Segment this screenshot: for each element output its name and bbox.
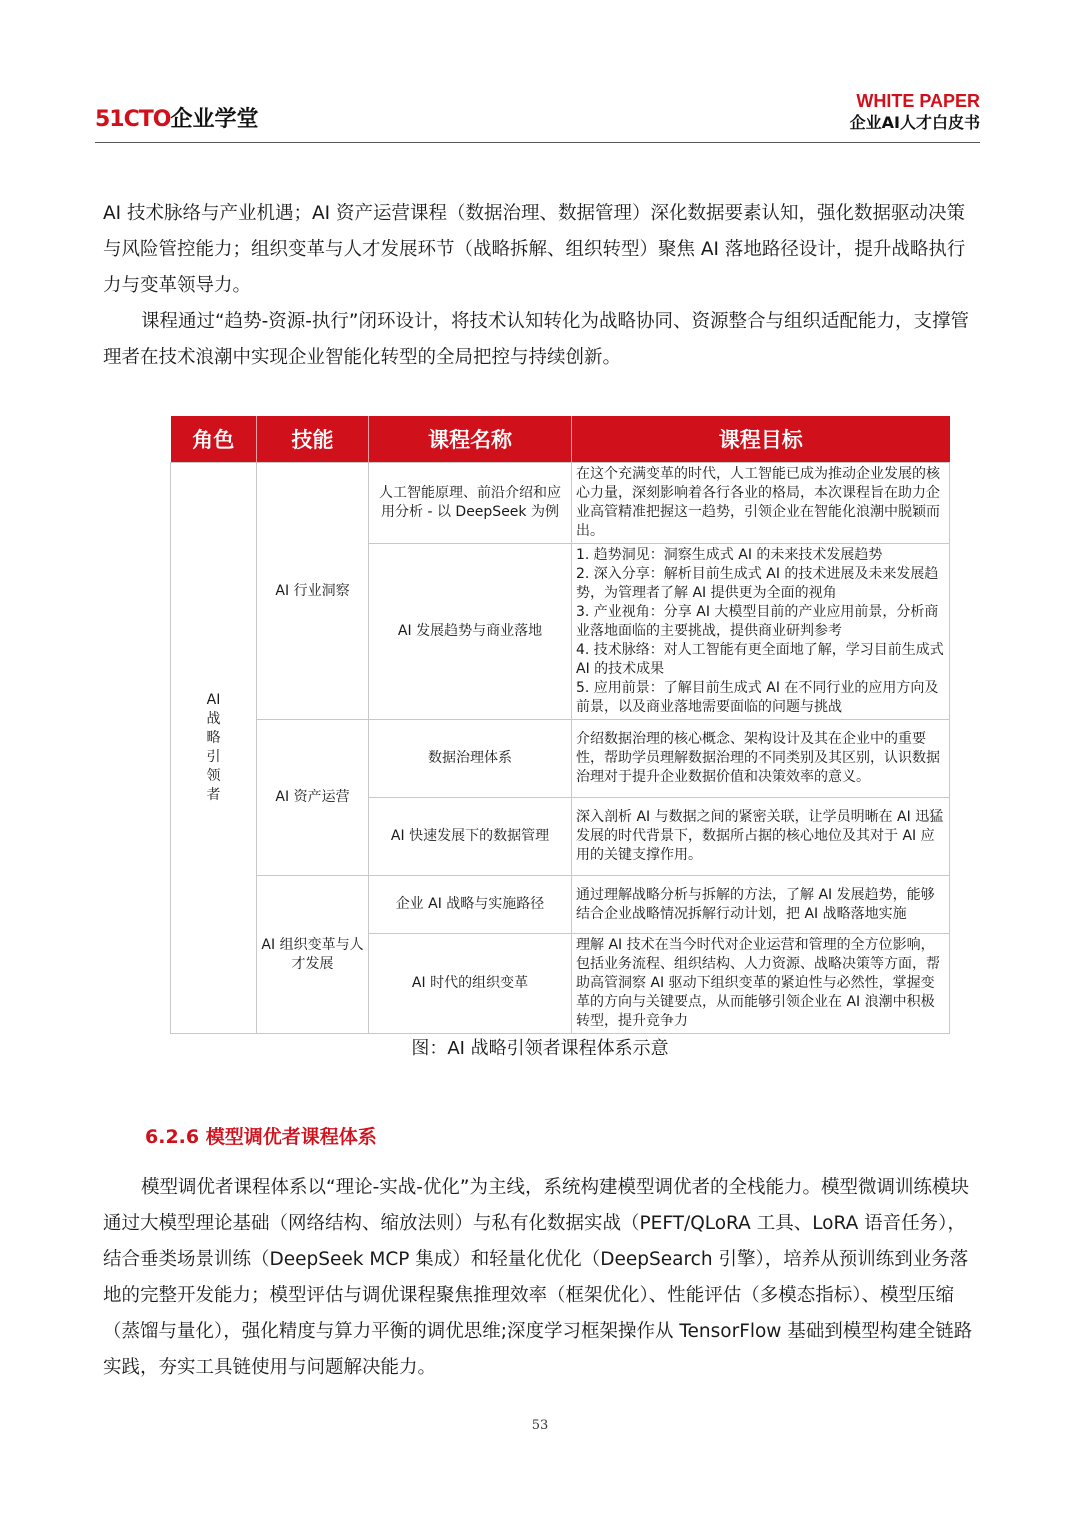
white-paper-subtitle: 企业AI人才白皮书 bbox=[849, 113, 980, 132]
course-goal: 1. 趋势洞见：洞察生成式 AI 的未来技术发展趋势 2. 深入分享：解析目前生成式 AI 的技术进展及未来发展趋势，为管理者了解 AI 提供更为全面的视角 3. 产业视角：分享 AI 大模型目前的产业应用前景，分析商业落地面临的主要挑战，提供商业研判参考 4. 技术脉络：对人工智能有更全面地了解，学习目前生成式 AI 的技术成果 5. 应用前景：了解目前生成式 AI 在不同行业的应用方向及前景，以及商业落地需要面临的问题与挑战 bbox=[572, 544, 950, 720]
section-paragraph: 模型调优者课程体系以“理论-实战-优化”为主线，系统构建模型调优者的全栈能力。模型微调训练模块通过大模型理论基础（网络结构、缩放法则）与私有化数据实战（PEFT/QLoRA 工具、LoRA 语音任务），结合垂类场景训练（DeepSeek MCP 集成）和轻量化优化（DeepSearch 引擎），培养从预训练到业务落地的完整开发能力；模型评估与调优课程聚焦推理效率（框架优化）、性能评估（多模态指标）、模型压缩（蒸馏与量化），强化精度与算力平衡的调优思维;深度学习框架操作从 TensorFlow 基础到模型构建全链路实践，夯实工具链使用与问题解决能力。 bbox=[103, 1177, 973, 1378]
skill-cell: AI 组织变革与人才发展 bbox=[257, 876, 369, 1034]
logo-brand: 51CTO bbox=[95, 107, 171, 132]
intro-paragraph-2: 课程通过“趋势-资源-执行”闭环设计，将技术认知转化为战略协同、资源整合与组织适配能力，支撑管理者在技术浪潮中实现企业智能化转型的全局把控与持续创新。 bbox=[103, 311, 970, 368]
logo bbox=[95, 102, 259, 133]
table-row bbox=[171, 876, 950, 934]
white-paper-label bbox=[850, 90, 980, 134]
page-header bbox=[95, 88, 980, 144]
white-paper-title: WHITE PAPER bbox=[856, 91, 980, 111]
header-course-name: 课程名称 bbox=[369, 416, 572, 463]
course-name: 人工智能原理、前沿介绍和应用分析 - 以 DeepSeek 为例 bbox=[369, 463, 572, 544]
role-label: AI战略引领者 bbox=[206, 692, 221, 803]
figure-caption: 图：AI 战略引领者课程体系示意 bbox=[411, 1038, 669, 1059]
header-course-goal: 课程目标 bbox=[572, 416, 950, 463]
logo-text: 企业学堂 bbox=[170, 107, 259, 132]
course-goal: 在这个充满变革的时代，人工智能已成为推动企业发展的核心力量，深刻影响着各行各业的格局，本次课程旨在助力企业高管精准把握这一趋势，引领企业在智能化浪潮中脱颖而出。 bbox=[572, 463, 950, 544]
course-goal: 介绍数据治理的核心概念、架构设计及其在企业中的重要性，帮助学员理解数据治理的不同类别及其区别，认识数据治理对于提升企业数据价值和决策效率的意义。 bbox=[572, 720, 950, 798]
table-header-row bbox=[171, 416, 950, 463]
course-table bbox=[170, 416, 950, 1034]
course-name: AI 发展趋势与商业落地 bbox=[369, 544, 572, 720]
course-goal: 深入剖析 AI 与数据之间的紧密关联，让学员明晰在 AI 迅猛发展的时代背景下，数据所占据的核心地位及其对于 AI 应用的关键支撑作用。 bbox=[572, 798, 950, 876]
course-name: 数据治理体系 bbox=[369, 720, 572, 798]
table-row bbox=[171, 463, 950, 544]
section-heading: 6.2.6 模型调优者课程体系 bbox=[145, 1126, 377, 1148]
header-role: 角色 bbox=[171, 416, 257, 463]
course-name: 企业 AI 战略与实施路径 bbox=[369, 876, 572, 934]
skill-cell: AI 资产运营 bbox=[257, 720, 369, 876]
header-skill: 技能 bbox=[257, 416, 369, 463]
course-goal: 理解 AI 技术在当今时代对企业运营和管理的全方位影响，包括业务流程、组织结构、人力资源、战略决策等方面，帮助高管洞察 AI 驱动下组织变革的紧迫性与必然性，掌握变革的方向与关键要点，从而能够引领企业在 AI 浪潮中积极转型，提升竞争力 bbox=[572, 934, 950, 1034]
course-goal: 通过理解战略分析与拆解的方法，了解 AI 发展趋势，能够结合企业战略情况拆解行动计划，把 AI 战略落地实施 bbox=[572, 876, 950, 934]
header-divider bbox=[95, 142, 980, 143]
skill-cell: AI 行业洞察 bbox=[257, 463, 369, 720]
table-row bbox=[171, 720, 950, 798]
role-cell bbox=[171, 463, 257, 1034]
course-name: AI 快速发展下的数据管理 bbox=[369, 798, 572, 876]
intro-paragraph-1: AI 技术脉络与产业机遇；AI 资产运营课程（数据治理、数据管理）深化数据要素认知，强化数据驱动决策与风险管控能力；组织变革与人才发展环节（战略拆解、组织转型）聚焦 AI 落地路径设计，提升战略执行力与变革领导力。 bbox=[103, 203, 966, 296]
course-name: AI 时代的组织变革 bbox=[369, 934, 572, 1034]
page-number: 53 bbox=[531, 1418, 549, 1433]
